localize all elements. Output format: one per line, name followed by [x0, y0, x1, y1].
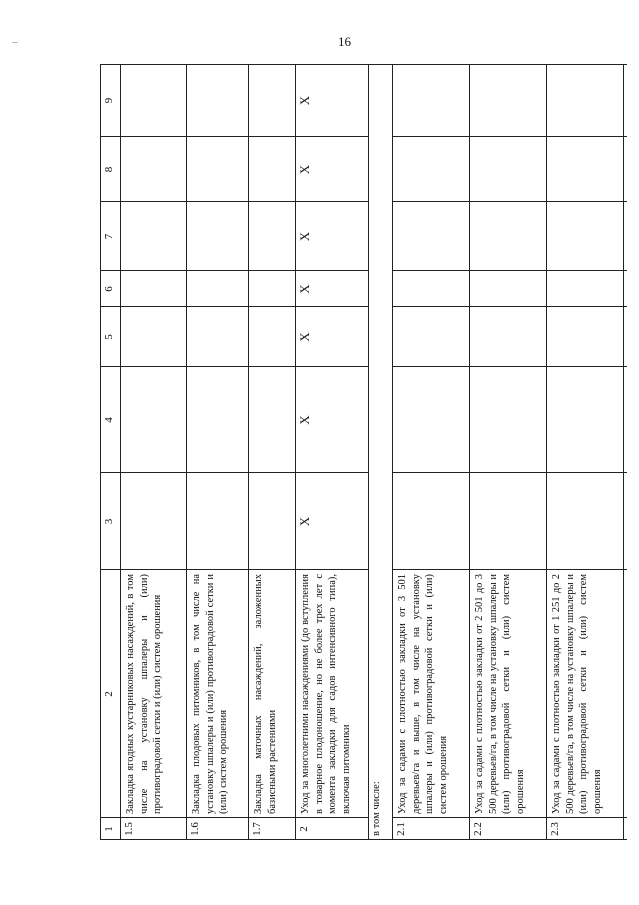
column-rule: [100, 569, 368, 570]
value-cell: X: [297, 332, 312, 342]
header-cell: 8: [103, 166, 115, 173]
value-cell: X: [297, 95, 312, 106]
value-cell: [546, 137, 623, 202]
value-cell: [392, 367, 469, 473]
row-text: Уход за многолетними насаждениями (до вступления в товарное плодоношение, но не более трех лет с момента закладки для садов интенсивного типа), включая питомники: [300, 574, 352, 814]
header-cell: 9: [103, 97, 115, 104]
value-cell: X: [297, 231, 312, 242]
value-cell: [186, 367, 248, 473]
value-cell: [469, 473, 546, 570]
value-cell: X: [297, 415, 312, 425]
value-cell: [120, 202, 186, 271]
value-cell: [248, 367, 295, 473]
value-cell: [186, 137, 248, 202]
value-cell: [186, 473, 248, 570]
value-cell: X: [297, 284, 312, 294]
section-label: в том числе:: [371, 781, 382, 836]
value-cell: [469, 307, 546, 367]
column-rule: [392, 306, 627, 307]
value-cell: [120, 64, 186, 137]
value-cell: [392, 202, 469, 271]
margin-mark: [12, 42, 18, 43]
header-cell: 4: [103, 417, 115, 423]
row-text: Закладка маточных насаждений, заложенных базисными растениями: [253, 574, 278, 814]
row-text: Уход за садами с плотностью закладки от 3 501 деревьев/га и выше, в том числе на установку шпалеры и (или) противоградовой сетки и (или) систем орошения: [397, 574, 449, 814]
column-rule: [100, 817, 368, 818]
row-rule: [186, 64, 187, 840]
value-cell: [120, 137, 186, 202]
row-rule: [248, 64, 249, 840]
row-number: 2.1: [395, 822, 407, 836]
value-cell: [469, 271, 546, 307]
row-rule: [100, 64, 101, 840]
column-rule: [100, 472, 368, 473]
value-cell: [469, 137, 546, 202]
value-cell: [546, 64, 623, 137]
value-cell: [469, 64, 546, 137]
header-cell: 3: [103, 518, 115, 525]
value-cell: [392, 473, 469, 570]
value-cell: [469, 367, 546, 473]
row-text: Закладка плодовых питомников, в том числе на установку шпалеры и (или) противоградовой сетки и (или) систем орошения: [191, 574, 229, 814]
value-cell: [248, 202, 295, 271]
value-cell: [469, 202, 546, 271]
header-cell: 6: [103, 286, 115, 292]
row-rule: [546, 64, 547, 840]
value-cell: [120, 367, 186, 473]
row-number: 1.6: [189, 822, 201, 836]
row-number: 1.7: [251, 822, 263, 836]
value-cell: [120, 271, 186, 307]
value-cell: [248, 473, 295, 570]
row-rule: [469, 64, 470, 840]
value-cell: [546, 473, 623, 570]
column-rule: [100, 366, 368, 367]
value-cell: [120, 307, 186, 367]
value-cell: [186, 271, 248, 307]
column-rule: [392, 472, 627, 473]
column-rule: [392, 366, 627, 367]
header-cell: 2: [103, 691, 115, 697]
header-cell: 1: [103, 826, 115, 832]
column-rule: [100, 201, 368, 202]
value-cell: [546, 202, 623, 271]
row-rule: [392, 64, 393, 840]
row-number: 1.5: [123, 822, 135, 836]
page-number: 16: [338, 34, 351, 49]
row-rule: [623, 64, 624, 840]
header-cell: 7: [103, 233, 115, 240]
data-table: [100, 64, 627, 840]
value-cell: [392, 137, 469, 202]
value-cell: [120, 473, 186, 570]
value-cell: [546, 307, 623, 367]
column-rule: [392, 201, 627, 202]
value-cell: [186, 307, 248, 367]
column-rule: [392, 817, 627, 818]
row-rule: [368, 64, 369, 840]
value-cell: X: [297, 164, 312, 175]
value-cell: [392, 64, 469, 137]
value-cell: [186, 64, 248, 137]
value-cell: [248, 271, 295, 307]
column-rule: [100, 270, 368, 271]
row-text: Уход за садами с плотностью закладки от 1 251 до 2 500 деревьев/га, в том числе на установку шпалеры и (или) противоградовой сетки и (или) систем орошения: [551, 574, 603, 814]
row-number: 2.2: [472, 822, 484, 836]
row-text: Уход за садами с плотностью закладки от 2 501 до 3 500 деревьев/га, в том числе на установку шпалеры и (или) противоградовой сетки и (или) систем орошения: [474, 574, 526, 814]
row-number: 2: [298, 826, 310, 832]
table-border: [100, 839, 627, 840]
column-rule: [100, 136, 368, 137]
column-rule: [392, 270, 627, 271]
value-cell: [248, 307, 295, 367]
table-border: [100, 64, 627, 65]
row-rule: [295, 64, 296, 840]
column-rule: [392, 569, 627, 570]
value-cell: [392, 271, 469, 307]
row-number: 2.3: [549, 822, 561, 836]
column-rule: [392, 136, 627, 137]
header-cell: 5: [103, 334, 115, 340]
value-cell: [392, 307, 469, 367]
value-cell: X: [297, 516, 312, 527]
value-cell: [186, 202, 248, 271]
value-cell: [248, 137, 295, 202]
value-cell: [546, 367, 623, 473]
row-rule: [120, 64, 121, 840]
row-text: Закладка ягодных кустарниковых насаждений, в том числе на установку шпалеры и (или) противоградовой сетки и (или) систем орошения: [125, 574, 163, 814]
value-cell: [546, 271, 623, 307]
column-rule: [100, 306, 368, 307]
value-cell: [248, 64, 295, 137]
